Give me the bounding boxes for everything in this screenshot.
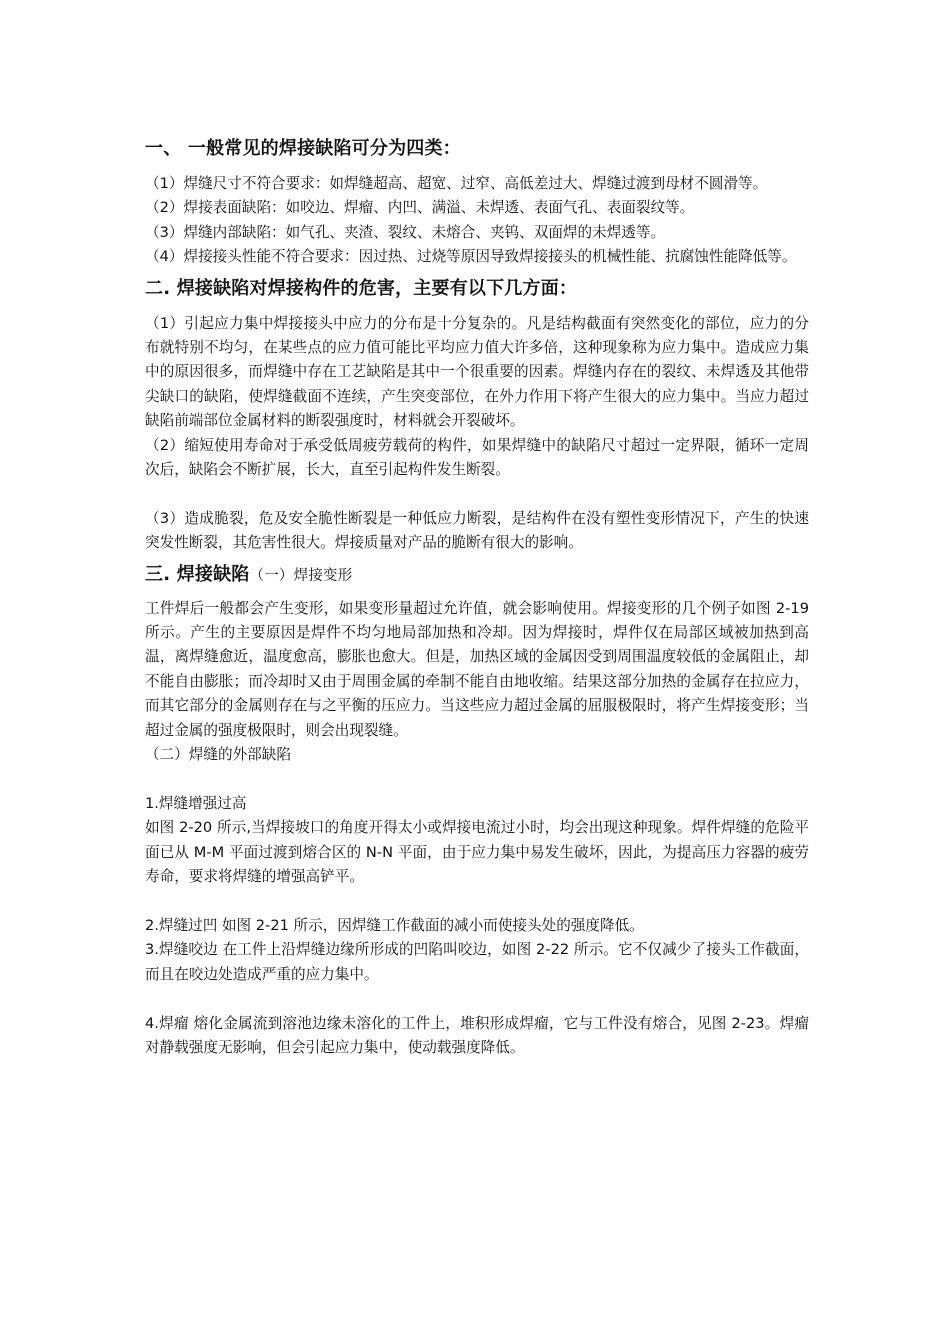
blank-line	[145, 482, 809, 506]
section-1-item-2: （2）焊接表面缺陷：如咬边、焊瘤、内凹、满溢、未焊透、表面气孔、表面裂纹等。	[145, 199, 695, 217]
section-1-item-1: （1）焊缝尺寸不符合要求：如焊缝超高、超宽、过窄、高低差过大、焊缝过渡到母材不圆滑等。	[145, 175, 768, 192]
section-1-heading: 一、 一般常见的焊接缺陷可分为四类：	[145, 138, 461, 159]
document-page	[145, 134, 809, 1060]
defect-4: 4.焊瘤 熔化金属流到溶池边缘未溶化的工件上，堆积形成焊瘤，它与工件没有熔合，见图 2-23。焊瘤对静载强度无影响，但会引起应力集中，使动载强度降低。	[145, 1014, 809, 1056]
defect-2: 2.焊缝过凹 如图 2-21 所示，因焊缝工作截面的减小而使接头处的强度降低。	[145, 916, 644, 934]
subsection-1-body: 工件焊后一般都会产生变形，如果变形量超过允许值，就会影响使用。焊接变形的几个例子如图 2-19 所示。产生的主要原因是焊件不均匀地局部加热和冷却。因为焊接时，焊件仅在局部区域被加热到高温，离焊缝愈近，温度愈高，膨胀也愈大。但是，加热区域的金属因受到周围温度较低的金属阻止，却不能自由膨胀；而冷却时又由于周围金属的牵制不能自由地收缩。结果这部分加热的金属存在拉应力，而其它部分的金属则存在与之平衡的压应力。当这些应力超过金属的屈服极限时，将产生焊接变形；当超过金属的强度极限时，则会出现裂缝。	[145, 599, 809, 739]
section-1-item-3: （3）焊缝内部缺陷：如气孔、夹渣、裂纹、未熔合、夹钨、双面焊的未焊透等。	[145, 223, 666, 241]
defect-1-title: 1.焊缝增强过高	[145, 794, 247, 812]
section-2-heading: 二. 焊接缺陷对焊接构件的危害，主要有以下几方面：	[145, 277, 578, 299]
subsection-1-title: （一）焊接变形	[249, 567, 353, 584]
section-2-item-2: （2）缩短使用寿命对于承受低周疲劳载荷的构件，如果焊缝中的缺陷尺寸超过一定界限，循环一定周次后，缺陷会不断扩展，长大，直至引起构件发生断裂。	[145, 436, 809, 479]
section-1-item-4: （4）焊接接头性能不符合要求：因过热、过烧等原因导致焊接接头的机械性能、抗腐蚀性能降低等。	[145, 248, 797, 266]
section-3-heading-row	[145, 560, 809, 591]
blank-line	[145, 768, 809, 792]
section-2-item-3: （3）造成脆裂，危及安全脆性断裂是一种低应力断裂，是结构件在没有塑性变形情况下，产生的快速突发性断裂，其危害性很大。焊接质量对产品的脆断有很大的影响。	[145, 509, 809, 552]
defect-1-body: 如图 2-20 所示,当焊接坡口的角度开得太小或焊接电流过小时，均会出现这种现象。焊件焊缝的危险平面已从 M-M 平面过渡到熔合区的 N-N 平面，由于应力集中易发生破坏，因此，为提高压力容器的疲劳寿命，要求将焊缝的增强高铲平。	[145, 819, 809, 886]
section-3-heading: 三. 焊接缺陷	[145, 563, 250, 585]
subsection-2-title: （二）焊缝的外部缺陷	[145, 746, 291, 764]
section-2-item-1: （1）引起应力集中焊接接头中应力的分布是十分复杂的。凡是结构截面有突然变化的部位，应力的分布就特别不均匀，在某些点的应力值可能比平均应力值大许多倍，这种现象称为应力集中。造成应力集中的原因很多，而焊缝中存在工艺缺陷是其中一个很重要的因素。焊缝内存在的裂纹、未焊透及其他带尖缺口的缺陷，使焊缝截面不连续，产生突变部位，在外力作用下将产生很大的应力集中。当应力超过缺陷前端部位金属材料的断裂强度时，材料就会开裂破坏。	[145, 314, 809, 430]
blank-line	[145, 890, 809, 914]
defect-3: 3.焊缝咬边 在工件上沿焊缝边缘所形成的凹陷叫咬边，如图 2-22 所示。它不仅减少了接头工作截面，而且在咬边处造成严重的应力集中。	[145, 941, 809, 983]
blank-line	[145, 987, 809, 1011]
